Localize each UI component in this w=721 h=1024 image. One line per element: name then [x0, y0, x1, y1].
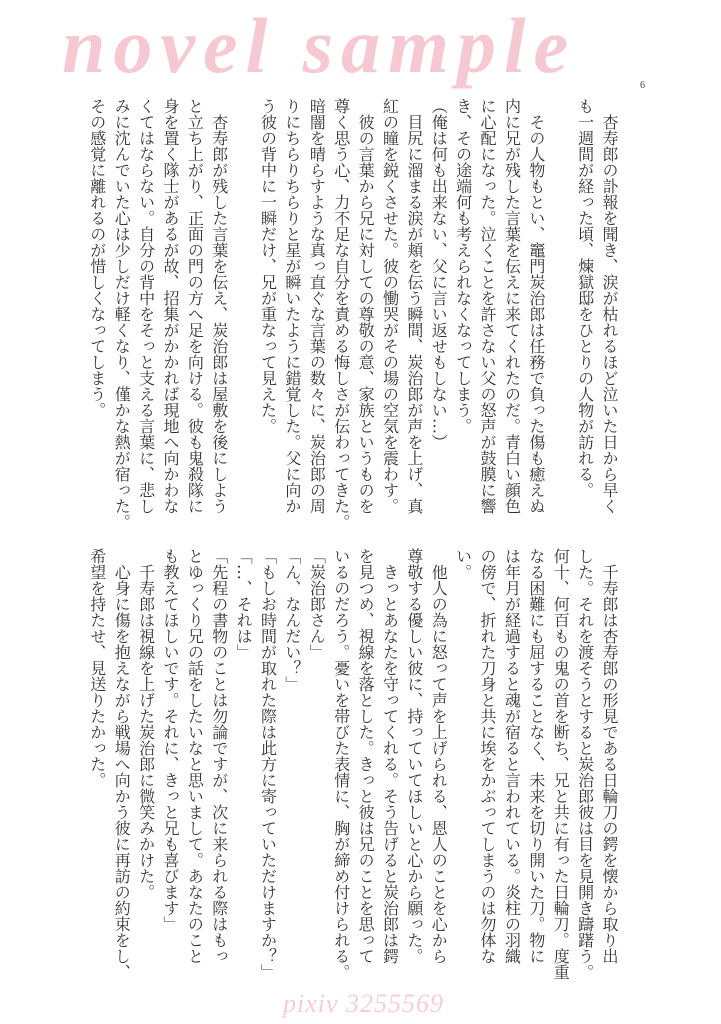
text-column: その人物もとい、竈門炭治郎は任務で負った傷も癒えぬ	[526, 98, 546, 514]
text-column: きっとあなたを守ってくれる。そう告げると炭治郎は鍔	[380, 548, 400, 964]
text-column: に心配になった。泣くことを許さない父の怒声が鼓膜に響	[478, 98, 498, 514]
text-column: くてはならない。自分の背中をそっと支える言葉に、悲し	[136, 98, 156, 514]
text-column: は年月が経過すると魂が宿ると言われている。炎柱の羽織	[502, 548, 522, 964]
text-column: 身を置く隊士があるが故、招集がかかれば現地へ向かわな	[160, 98, 180, 514]
text-column: も一週間が経った頃、煉獄邸をひとりの人物が訪れる。	[575, 98, 595, 498]
text-column: と立ち上がり、正面の門の方へ足を向ける。彼も鬼殺隊に	[185, 98, 205, 514]
text-column: （俺は何も出来ない、父に言い返せもしない…）	[429, 98, 449, 450]
text-column: 「先程の書物のことは勿論ですが、次に来られる際はもっ	[209, 548, 229, 964]
text-column: 彼の言葉から兄に対しての尊敬の意、家族というものを	[356, 98, 376, 514]
text-column: 「ん、なんだい？」	[282, 548, 302, 692]
text-column: とゆっくり兄の話をしたいなと思いまして。あなたのこと	[185, 548, 205, 964]
text-column	[548, 98, 572, 538]
top-text-block	[84, 98, 621, 538]
text-column: 千寿郎は視線を上げた炭治郎に微笑みかけた。	[136, 548, 156, 900]
text-column	[231, 98, 255, 538]
text-column: 尊く思う心、力不足な自分を責める悔しさが伝わってきた。	[331, 98, 351, 530]
text-column: き、その途端何も考えられなくなってしまう。	[453, 98, 473, 434]
text-column: 心身に傷を抱えながら戦場へ向かう彼に再訪の約束をし、	[112, 548, 132, 980]
bottom-text-block	[84, 548, 621, 988]
text-column: 「…、それは」	[234, 548, 254, 660]
novel-sample-watermark: novel sample	[62, 2, 577, 89]
text-column: 紅の瞳を鋭くさせた。彼の慟哭がその場の空気を震わす。	[380, 98, 400, 514]
text-column: 希望を持たせ、見送りたかった。	[87, 548, 107, 788]
text-column: 杏寿郎の訃報を聞き、涙が枯れるほど泣いた日から早く	[600, 98, 619, 514]
text-column: りにちらりちらりと星が瞬いたように錯覚した。父に向か	[282, 98, 302, 514]
text-column: 「炭治郎さん」	[307, 548, 327, 660]
text-column: 他人の為に怒って声を上げられる、恩人のことを心から	[429, 548, 449, 964]
text-column: 千寿郎は杏寿郎の形見である日輪刀の鍔を懐から取り出	[600, 548, 619, 964]
text-column: を見つめ、視線を落とした。きっと彼は兄のことを思って	[356, 548, 376, 964]
text-column: 内に兄が残した言葉を伝えに来てくれたのだ。青白い顔色	[502, 98, 522, 514]
page-number: 6	[640, 80, 645, 91]
text-column: の傍で、折れた刀身と共に埃をかぶってしまうのは勿体な	[478, 548, 498, 964]
text-column: い。	[453, 548, 473, 580]
text-column: 何十、何百もの鬼の首を断ち、兄と共に有った日輪刀。度重	[551, 548, 571, 980]
text-column: も教えてほしいです。それに、きっと兄も喜びます」	[160, 548, 180, 932]
pixiv-id-watermark: pixiv 3255569	[283, 989, 445, 1018]
text-column: 杏寿郎が残した言葉を伝え、炭治郎は屋敷を後にしよう	[209, 98, 229, 514]
text-column: 目尻に溜まる涙が頬を伝う瞬間、炭治郎が声を上げ、真	[404, 98, 424, 514]
text-column: 「もしお時間が取れた際は此方に寄っていただけますか？」	[258, 548, 278, 980]
text-column: なる困難にも屈することなく、未来を切り開いた刀。物に	[526, 548, 546, 964]
text-column: みに沈んでいた心は少しだけ軽くなり、僅かな熱が宿った。	[112, 98, 132, 530]
text-column: その感覚に離れるのが惜しくなってしまう。	[87, 98, 107, 418]
text-column: 尊敬する優しい彼に、持っていてほしいと心から願った。	[404, 548, 424, 964]
text-column: 暗闇を晴らすような真っ直ぐな言葉の数々に、炭治郎の周	[307, 98, 327, 514]
text-column: う彼の背中に一瞬だけ、兄が重なって見えた。	[258, 98, 278, 434]
text-column: した。それを渡そうとすると炭治郎彼は目を見開き躊躇う。	[575, 548, 595, 980]
text-column: いるのだろう。憂いを帯びた表情に、胸が締め付けられる。	[331, 548, 351, 980]
